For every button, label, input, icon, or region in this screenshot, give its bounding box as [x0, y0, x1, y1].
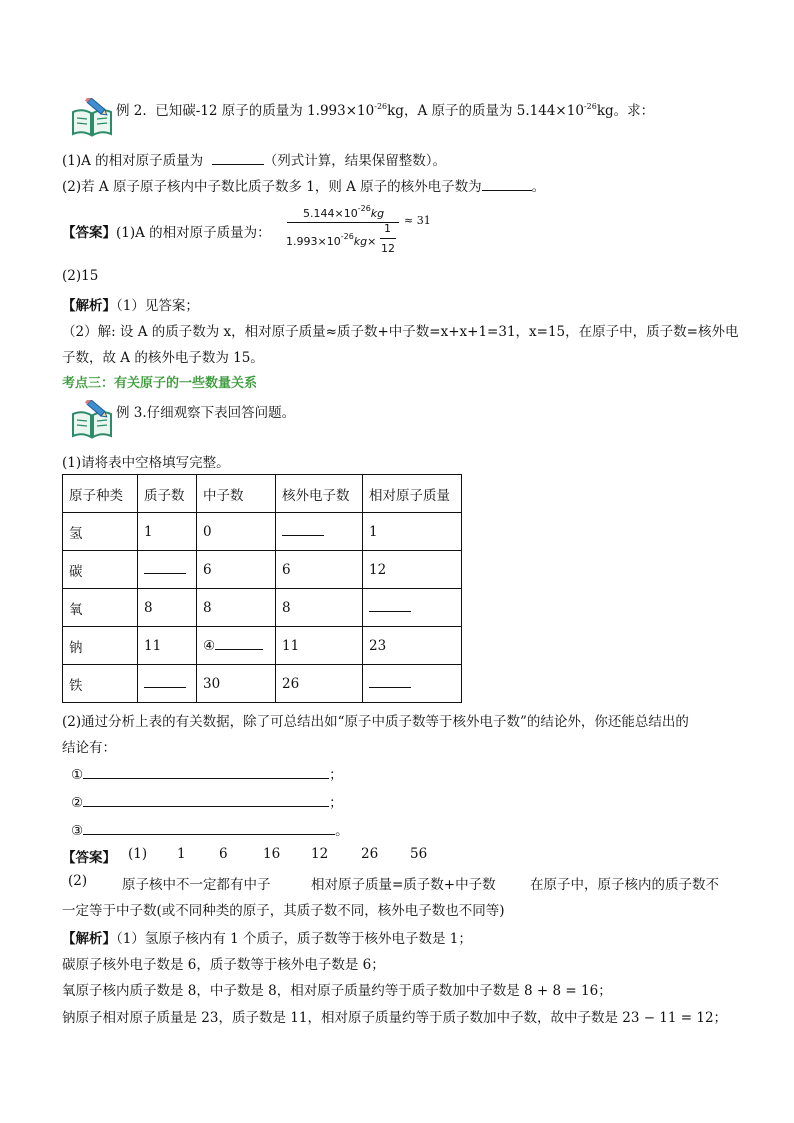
book-pencil-icon	[70, 98, 114, 138]
question-1: (1)A 的相对原子质量为 （列式计算，结果保留整数）。	[62, 153, 447, 169]
table-cell-blank	[276, 513, 363, 551]
fraction-denominator: $1.993\times 10^{-26}kg\times$	[286, 232, 377, 248]
table-cell: 钠	[63, 627, 138, 665]
table-cell-blank	[138, 665, 197, 703]
answer1-part2: (2)15	[62, 268, 99, 284]
table-cell: 23	[363, 627, 462, 665]
table-cell: 氢	[63, 513, 138, 551]
answer-label: 【答案】	[62, 850, 116, 866]
table-cell-blank	[138, 551, 197, 589]
analysis1-line3: 子数，故 A 的核外电子数为 15。	[62, 350, 264, 366]
section-title: 考点三：有关原子的一些数量关系	[62, 376, 258, 391]
analysis-label: 【解析】	[62, 298, 116, 314]
inner-fraction-bottom: 12	[381, 242, 395, 255]
answer-value: 56	[410, 846, 428, 862]
table-cell: 8	[276, 589, 363, 627]
table-cell: 8	[197, 589, 276, 627]
atom-table	[62, 474, 462, 703]
example-label: 例 2.	[116, 103, 147, 119]
fill-line-2: ② ；	[71, 795, 343, 811]
example-label: 例 3.	[116, 405, 147, 421]
book-pencil-icon	[70, 400, 114, 440]
table-cell: 6	[197, 551, 276, 589]
inner-fraction-top: 1	[384, 222, 391, 235]
table-header: 相对原子质量	[363, 475, 462, 513]
inner-fraction-bar	[380, 238, 396, 239]
example3-q2-line1: (2)通过分析上表的有关数据，除了可总结出如“原子中质子数等于核外电子数”的结论外，你还能总结出的	[62, 714, 689, 730]
table-cell: 6	[276, 551, 363, 589]
answer2-part1-label: (1)	[128, 846, 148, 862]
table-row	[63, 589, 462, 627]
table-cell: 8	[138, 589, 197, 627]
fill-line-1: ① ；	[71, 767, 343, 783]
table-cell: 30	[197, 665, 276, 703]
table-header-row	[63, 475, 462, 513]
answer1-line: 【答案】(1)A 的相对原子质量为：	[62, 225, 271, 241]
table-header: 中子数	[197, 475, 276, 513]
analysis1-line2: （2）解: 设 A 的质子数为 x，相对原子质量≈质子数+中子数=x+x+1=31，x=15，在原子中，质子数=核外电	[62, 324, 739, 340]
answer-blank	[212, 164, 264, 165]
table-cell: 碳	[63, 551, 138, 589]
conclusion-2: 相对原子质量=质子数+中子数	[311, 877, 496, 893]
fraction-bar	[287, 222, 399, 223]
answer-value: 12	[311, 846, 329, 862]
answer-value: 1	[177, 846, 186, 862]
analysis2-line4: 钠原子相对原子质量是 23，质子数是 11，相对原子质量约等于质子数加中子数，故中子数是 23 − 11 = 12；	[62, 1010, 728, 1026]
example3-q1: (1)请将表中空格填写完整。	[62, 455, 230, 471]
answer-label: 【答案】	[62, 225, 116, 241]
example3-statement: 例 3.仔细观察下表回答问题。	[116, 405, 296, 421]
conclusion-3: 在原子中，原子核内的质子数不	[530, 877, 719, 893]
analysis-label: 【解析】	[62, 931, 116, 947]
answer2-part2-label: (2)	[68, 873, 88, 889]
table-row	[63, 513, 462, 551]
table-row	[63, 551, 462, 589]
table-cell: 26	[276, 665, 363, 703]
table-cell: 氧	[63, 589, 138, 627]
fraction-numerator: $5.144\times 10^{-26}kg$	[303, 204, 385, 220]
table-header: 原子种类	[63, 475, 138, 513]
approx-result: ≈ 31	[404, 214, 431, 227]
table-row	[63, 627, 462, 665]
table-header: 核外电子数	[276, 475, 363, 513]
question-2: (2)若 A 原子原子核内中子数比质子数多 1，则 A 原子的核外电子数为 。	[62, 179, 546, 195]
table-cell: 0	[197, 513, 276, 551]
answer-blank	[482, 190, 532, 191]
table-cell-blank	[363, 589, 462, 627]
answer2-line1	[62, 846, 116, 866]
answer-value: 16	[263, 846, 281, 862]
example2-statement: 例 2. 已知碳-12 原子的质量为 $1.993\times 10^{-26}kg$，A 原子的质量为 $5.144\times 10^{-26}kg$。求：	[116, 102, 655, 119]
conclusion-3-continued: 一定等于中子数(或不同种类的原子，其质子数不同，核外电子数也不同等)	[62, 903, 505, 919]
table-row	[63, 665, 462, 703]
table-cell-blank: ④	[197, 627, 276, 665]
analysis1-line1: 【解析】（1）见答案；	[62, 298, 199, 314]
analysis2-line2: 碳原子核外电子数是 6，质子数等于核外电子数是 6；	[62, 957, 385, 973]
table-header: 质子数	[138, 475, 197, 513]
table-cell: 11	[276, 627, 363, 665]
conclusion-1: 原子核中不一定都有中子	[122, 877, 271, 893]
answer-value: 6	[219, 846, 228, 862]
fill-line-3: ③ 。	[71, 823, 349, 839]
table-cell: 1	[138, 513, 197, 551]
answer-value: 26	[361, 846, 379, 862]
table-cell: 铁	[63, 665, 138, 703]
example3-q2-line2: 结论有：	[62, 740, 116, 756]
analysis2-line1: 【解析】（1）氢原子核内有 1 个质子，质子数等于核外电子数是 1；	[62, 931, 472, 947]
table-cell-blank	[363, 665, 462, 703]
analysis2-line3: 氧原子核内质子数是 8，中子数是 8，相对原子质量约等于质子数加中子数是 8 + 8 = 16；	[62, 983, 612, 999]
table-cell: 11	[138, 627, 197, 665]
table-cell: 12	[363, 551, 462, 589]
table-cell: 1	[363, 513, 462, 551]
